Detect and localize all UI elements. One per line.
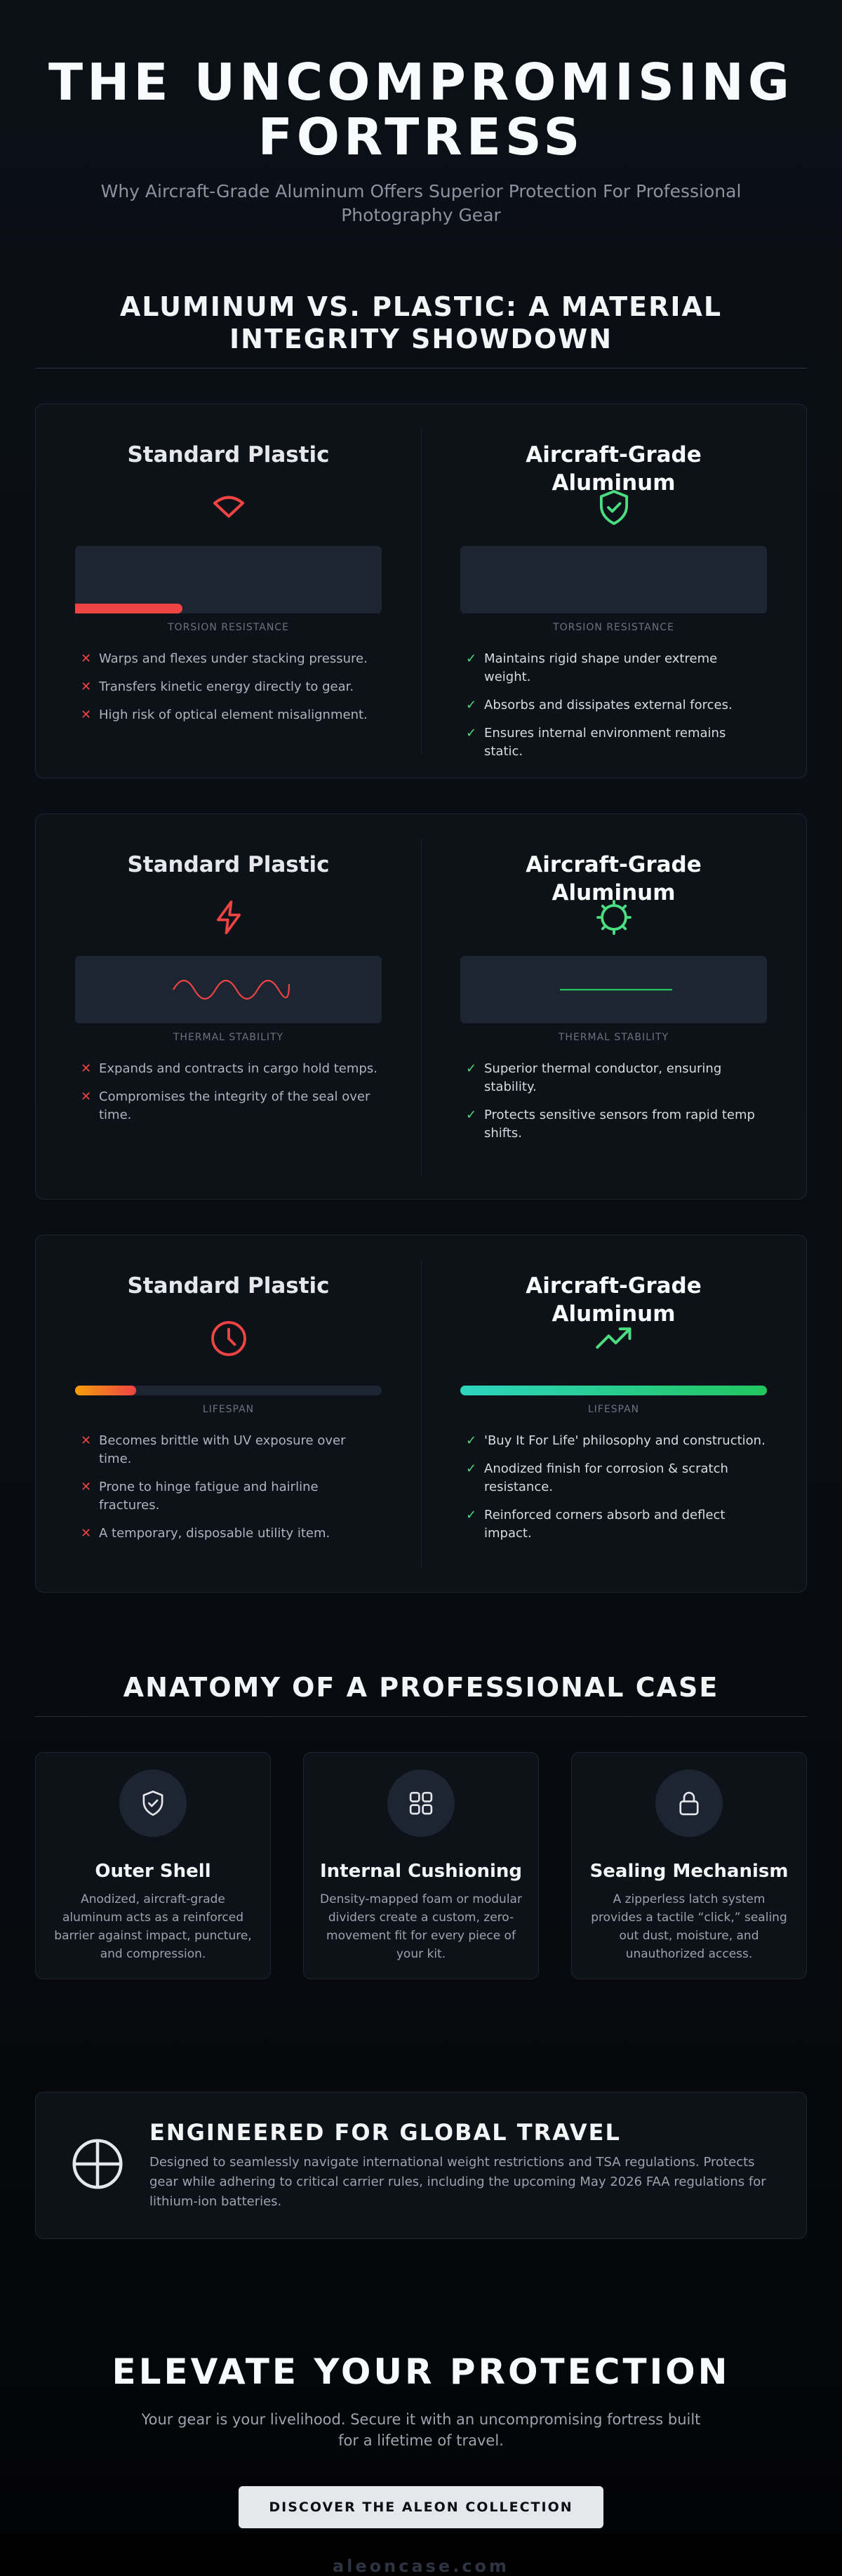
list-item: ✕ Prone to hinge fatigue and hairline fractures. (75, 1478, 382, 1515)
plastic-column (36, 404, 421, 778)
cta-section (35, 2351, 807, 2576)
wave-line (75, 956, 387, 1023)
list-item: ✓ Protects sensitive sensors from rapid temp shifts. (460, 1106, 767, 1143)
shield-check-icon (594, 487, 634, 528)
torsion-meter-plastic (75, 546, 382, 613)
lifespan-bar-fill (460, 1386, 767, 1395)
list-item: ✕ Warps and flexes under stacking pressure. (75, 650, 382, 668)
comparison-section (35, 291, 807, 1593)
section-divider (35, 368, 807, 369)
hero-subtitle: Why Aircraft-Grade Aluminum Offers Superior Protection For Professional Photography Gear (100, 181, 742, 225)
hero-title: THE UNCOMPROMISING FORTRESS (48, 53, 794, 166)
lightning-icon (209, 898, 248, 937)
metric-label: THERMAL STABILITY (173, 1032, 284, 1043)
anatomy-card-sealing-mechanism (571, 1752, 807, 1979)
shield-check-icon (138, 1788, 168, 1818)
anatomy-section (35, 1671, 807, 1979)
cta-title: ELEVATE YOUR PROTECTION (112, 2351, 730, 2392)
lifespan-bar-fill (75, 1386, 136, 1395)
aluminum-points (460, 1060, 767, 1143)
x-icon: ✕ (81, 1433, 92, 1448)
anatomy-title: ANATOMY OF A PROFESSIONAL CASE (123, 1672, 719, 1703)
metric-label: LIFESPAN (587, 1404, 640, 1415)
x-icon: ✕ (81, 679, 92, 694)
check-icon: ✓ (466, 1508, 477, 1522)
list-item: ✕ Expands and contracts in cargo hold temps. (75, 1060, 382, 1078)
anatomy-card-internal-cushioning (303, 1752, 539, 1979)
aluminum-title: Aircraft-Grade Aluminum (526, 442, 702, 496)
x-icon: ✕ (81, 1480, 92, 1494)
check-icon: ✓ (466, 726, 477, 741)
aluminum-title: Aircraft-Grade Aluminum (526, 852, 702, 905)
crosshair-globe-icon (68, 2135, 127, 2193)
cta-text: Your gear is your livelihood. Secure it with an uncompromising fortress built for a lifetime of travel. (141, 2411, 701, 2449)
column-divider (421, 838, 422, 1175)
trending-up-icon (593, 1317, 635, 1360)
aluminum-column (421, 1235, 806, 1592)
x-icon: ✕ (81, 1526, 92, 1541)
list-item: ✓ 'Buy It For Life' philosophy and construction. (460, 1432, 767, 1450)
anatomy-card-text: Density-mapped foam or modular dividers create a custom, zero-movement fit for every piece of your kit. (320, 1892, 522, 1961)
hero (35, 0, 807, 227)
comparison-title: ALUMINUM VS. PLASTIC: A MATERIAL INTEGRITY SHOWDOWN (119, 291, 723, 354)
plastic-title: Standard Plastic (127, 852, 330, 877)
check-icon: ✓ (466, 698, 477, 712)
list-item: ✓ Absorbs and dissipates external forces. (460, 696, 767, 715)
list-item: ✓ Reinforced corners absorb and deflect impact. (460, 1506, 767, 1543)
lock-icon (674, 1788, 704, 1818)
check-icon: ✓ (466, 651, 477, 666)
metric-label: THERMAL STABILITY (558, 1032, 669, 1043)
icon-circle (387, 1770, 455, 1837)
list-item: ✕ Transfers kinetic energy directly to gear. (75, 678, 382, 696)
travel-card (35, 2092, 807, 2239)
x-icon: ✕ (81, 1089, 92, 1104)
metric-label: LIFESPAN (202, 1404, 255, 1415)
torsion-meter-fill (75, 604, 182, 613)
plastic-points (75, 1432, 382, 1543)
section-divider (35, 1716, 807, 1717)
plastic-column (36, 1235, 421, 1592)
list-item: ✓ Maintains rigid shape under extreme weight. (460, 650, 767, 686)
thermal-meter-aluminum (460, 956, 767, 1023)
aluminum-column (421, 814, 806, 1199)
plastic-column (36, 814, 421, 1199)
column-divider (421, 1259, 422, 1568)
lifespan-bar-plastic (75, 1386, 382, 1395)
sun-icon (594, 897, 634, 938)
anatomy-card-outer-shell (35, 1752, 271, 1979)
list-item: ✕ High risk of optical element misalignment. (75, 706, 382, 724)
x-icon: ✕ (81, 651, 92, 666)
grid-icon (406, 1788, 436, 1818)
site-url[interactable]: aleoncase.com (332, 2556, 510, 2576)
aluminum-column (421, 404, 806, 778)
broken-shield-icon (208, 486, 250, 529)
comparison-card-lifespan (35, 1235, 807, 1593)
anatomy-card-text: A zipperless latch system provides a tactile “click,” sealing out dust, moisture, and unauthorized access. (591, 1892, 787, 1961)
plastic-points (75, 1060, 382, 1124)
metric-label: TORSION RESISTANCE (553, 622, 674, 633)
check-icon: ✓ (466, 1461, 477, 1476)
travel-title: ENGINEERED FOR GLOBAL TRAVEL (149, 2119, 621, 2146)
list-item: ✓ Superior thermal conductor, ensuring stability. (460, 1060, 767, 1096)
aluminum-title: Aircraft-Grade Aluminum (526, 1273, 702, 1327)
anatomy-card-text: Anodized, aircraft-grade aluminum acts as a reinforced barrier against impact, puncture, and compression. (54, 1892, 252, 1961)
x-icon: ✕ (81, 708, 92, 722)
check-icon: ✓ (466, 1433, 477, 1448)
comparison-card-thermal (35, 814, 807, 1200)
flat-line (460, 956, 772, 1023)
discover-collection-button[interactable]: DISCOVER THE ALEON COLLECTION (239, 2486, 603, 2528)
anatomy-card-title: Internal Cushioning (320, 1861, 522, 1882)
icon-circle (655, 1770, 723, 1837)
torsion-meter-aluminum (460, 546, 767, 613)
thermal-meter-plastic (75, 956, 382, 1023)
anatomy-card-title: Sealing Mechanism (589, 1861, 789, 1882)
list-item: ✕ A temporary, disposable utility item. (75, 1525, 382, 1543)
x-icon: ✕ (81, 1061, 92, 1076)
list-item: ✓ Ensures internal environment remains static. (460, 724, 767, 761)
list-item: ✕ Compromises the integrity of the seal over time. (75, 1088, 382, 1124)
column-divider (421, 428, 422, 754)
check-icon: ✓ (466, 1061, 477, 1076)
plastic-title: Standard Plastic (127, 442, 330, 467)
icon-circle (119, 1770, 187, 1837)
lifespan-bar-aluminum (460, 1386, 767, 1395)
plastic-title: Standard Plastic (127, 1273, 330, 1299)
clock-icon (208, 1318, 249, 1359)
list-item: ✕ Becomes brittle with UV exposure over time. (75, 1432, 382, 1468)
travel-text: Designed to seamlessly navigate international weight restrictions and TSA regulations. Protects gear while adhering to critical carrier rules, including the upcoming May 2026 FAA regulations for lithium-ion batteries. (149, 2155, 766, 2209)
metric-label: TORSION RESISTANCE (168, 622, 289, 633)
anatomy-card-title: Outer Shell (95, 1861, 211, 1882)
comparison-card-torsion (35, 404, 807, 778)
list-item: ✓ Anodized finish for corrosion & scratch resistance. (460, 1460, 767, 1496)
aluminum-points (460, 1432, 767, 1543)
aluminum-points (460, 650, 767, 761)
plastic-points (75, 650, 382, 724)
check-icon: ✓ (466, 1108, 477, 1122)
